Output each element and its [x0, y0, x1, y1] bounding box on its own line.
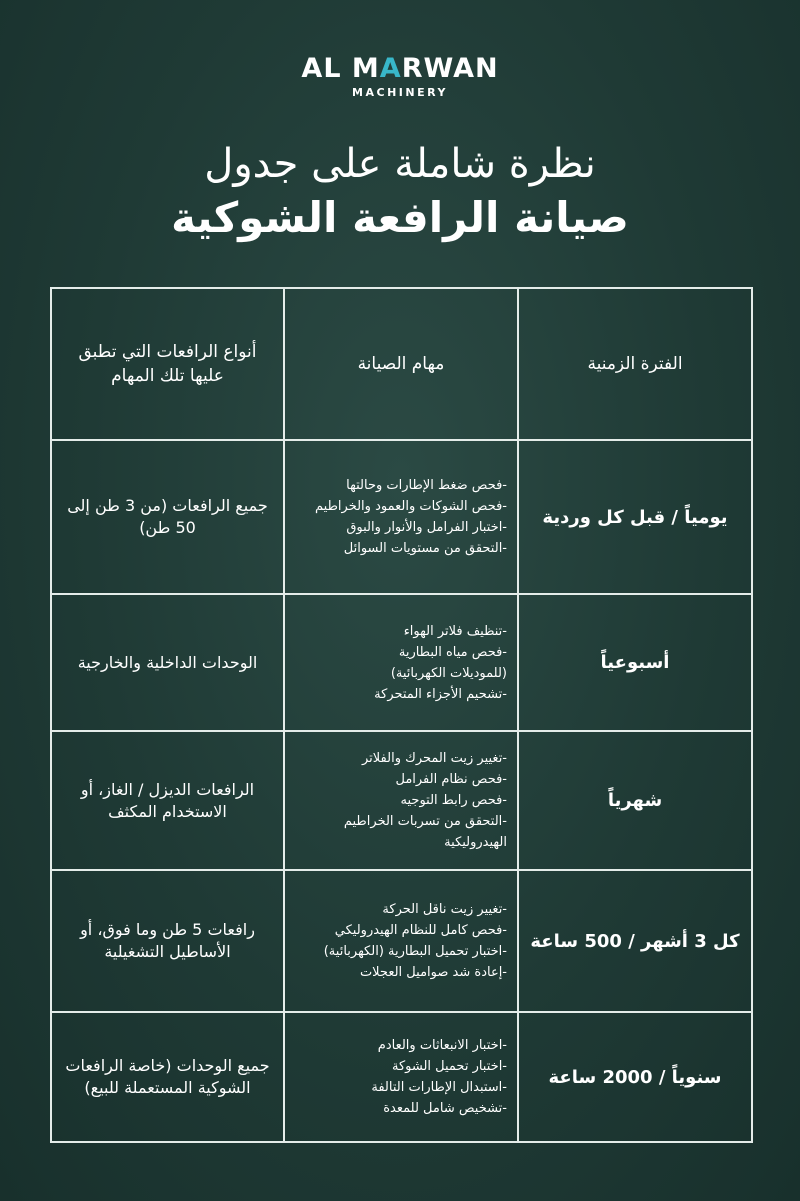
title-line-2: صيانة الرافعة الشوكية — [171, 193, 629, 242]
types-cell: الوحدات الداخلية والخارجية — [51, 594, 284, 731]
period-cell: يومياً / قبل كل وردية — [518, 440, 752, 594]
types-cell: جميع الوحدات (خاصة الرافعات الشوكية المستعملة للبيع) — [51, 1012, 284, 1142]
types-cell: الرافعات الديزل / الغاز، أو الاستخدام المكثف — [51, 731, 284, 870]
types-cell: جميع الرافعات (من 3 طن إلى 50 طن) — [51, 440, 284, 594]
table-row — [51, 1012, 752, 1142]
table-row — [51, 594, 752, 731]
tasks-cell — [284, 870, 518, 1012]
task-item: -اختبار تحميل الشوكة — [391, 1059, 507, 1074]
task-item: -فحص رابط التوجيه — [400, 793, 507, 808]
header-types: أنواع الرافعات التي تطبق عليها تلك المهام — [51, 288, 284, 440]
task-item: -فحص الشوكات والعمود والخراطيم — [315, 499, 507, 514]
task-item: -تنظيف فلاتر الهواء — [403, 623, 507, 639]
brand-name-part2: RWAN — [401, 53, 499, 84]
table-row — [51, 731, 752, 870]
period-cell: سنوياً / 2000 ساعة — [518, 1012, 752, 1142]
task-item: -تغيير زيت ناقل الحركة — [382, 902, 507, 917]
tasks-cell — [284, 594, 518, 731]
period-cell: أسبوعياً — [518, 594, 752, 731]
types-cell: رافعات 5 طن وما فوق، أو الأساطيل التشغيلية — [51, 870, 284, 1012]
task-item: -التحقق من مستويات السوائل — [343, 541, 507, 556]
period-cell: كل 3 أشهر / 500 ساعة — [518, 870, 752, 1012]
table-header-row — [51, 288, 752, 440]
brand-name-accent: A — [379, 53, 402, 84]
task-item: -فحص كامل للنظام الهيدروليكي — [334, 923, 507, 938]
task-item: -اختبار تحميل البطارية (الكهربائية) — [323, 944, 507, 959]
task-item: -تغيير زيت المحرك والفلاتر — [362, 751, 507, 766]
tasks-cell — [284, 440, 518, 594]
brand-name — [0, 54, 800, 84]
brand-subtitle: MACHINERY — [352, 86, 448, 99]
maintenance-schedule-table — [50, 287, 753, 1143]
task-item: -تشخيص شامل للمعدة — [383, 1101, 507, 1116]
tasks-cell — [284, 1012, 518, 1142]
brand-name-part1: AL M — [301, 53, 380, 84]
brand-logo — [0, 54, 800, 99]
task-item: -فحص مياه البطارية — [398, 644, 507, 660]
page-title — [0, 138, 800, 246]
task-item: الهيدروليكية — [444, 835, 507, 850]
period-cell: شهرياً — [518, 731, 752, 870]
header-tasks: مهام الصيانة — [284, 288, 518, 440]
task-item: -اختبار الفرامل والأنوار والبوق — [346, 520, 507, 535]
task-item: -التحقق من تسربات الخراطيم — [343, 814, 507, 829]
task-item: -فحص نظام الفرامل — [395, 772, 507, 787]
table-row — [51, 870, 752, 1012]
tasks-cell — [284, 731, 518, 870]
task-item: -استبدال الإطارات التالفة — [371, 1080, 507, 1095]
task-item: -إعادة شد صواميل العجلات — [359, 965, 507, 980]
task-item: -فحص ضغط الإطارات وحالتها — [346, 478, 507, 493]
task-item: -اختبار الانبعاثات والعادم — [377, 1038, 507, 1053]
task-item: -تشحيم الأجزاء المتحركة — [374, 686, 507, 702]
task-item: (للموديلات الكهربائية) — [390, 665, 507, 681]
table-row — [51, 440, 752, 594]
header-period: الفترة الزمنية — [518, 288, 752, 440]
title-line-1: نظرة شاملة على جدول — [204, 141, 596, 187]
